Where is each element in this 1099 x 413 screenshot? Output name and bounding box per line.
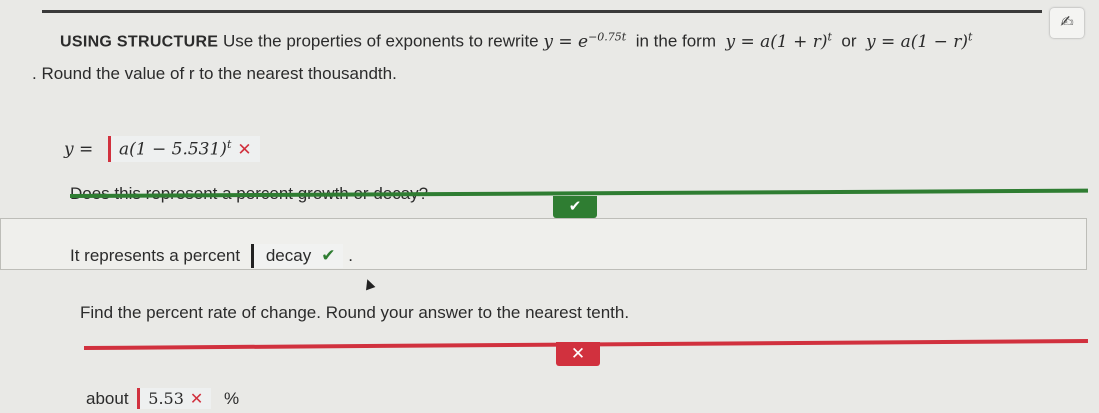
percent-rate-input[interactable]: 5.53 ✕ bbox=[137, 388, 211, 409]
top-divider bbox=[42, 10, 1042, 13]
check-icon: ✔ bbox=[321, 246, 336, 266]
or-text: or bbox=[841, 31, 857, 51]
growth-form: $y = a(1 + r)^t$ bbox=[725, 30, 832, 52]
growth-decay-select[interactable]: decay ✔ bbox=[251, 244, 344, 268]
incorrect-icon: ✕ bbox=[189, 389, 204, 408]
percent-unit: % bbox=[224, 389, 240, 408]
equation-answer-input[interactable]: $a(1 - 5.531)^t$ ✕ bbox=[108, 136, 260, 162]
form-text: in the form bbox=[635, 31, 716, 51]
question1-answer-row bbox=[70, 244, 353, 268]
round-instruction: . Round the value of r to the nearest thousandth. bbox=[32, 64, 397, 83]
mouse-cursor-icon bbox=[363, 278, 376, 291]
answer-prefix: It represents a percent bbox=[70, 246, 241, 265]
question2-text: Find the percent rate of change. Round your answer to the nearest tenth. bbox=[80, 303, 630, 322]
answer-period: . bbox=[348, 246, 353, 265]
about-label: about bbox=[86, 389, 129, 408]
problem-statement bbox=[60, 30, 972, 52]
pencil-icon[interactable]: ✍ bbox=[1050, 8, 1084, 38]
strategy-label: USING STRUCTURE bbox=[60, 33, 219, 51]
incorrect-tab-icon: ✕ bbox=[556, 342, 600, 366]
equation-lhs: y = bbox=[64, 139, 94, 160]
original-equation: $y = e^{-0.75t}$ bbox=[543, 30, 627, 52]
question2-answer-row bbox=[86, 388, 239, 409]
correct-check-icon: ✔ bbox=[553, 196, 597, 218]
equation-answer-row bbox=[64, 136, 260, 162]
incorrect-icon: ✕ bbox=[237, 139, 252, 160]
decay-form: $y = a(1 - r)^t$ bbox=[865, 30, 973, 52]
instruction-text: Use the properties of exponents to rewrite bbox=[223, 31, 539, 51]
